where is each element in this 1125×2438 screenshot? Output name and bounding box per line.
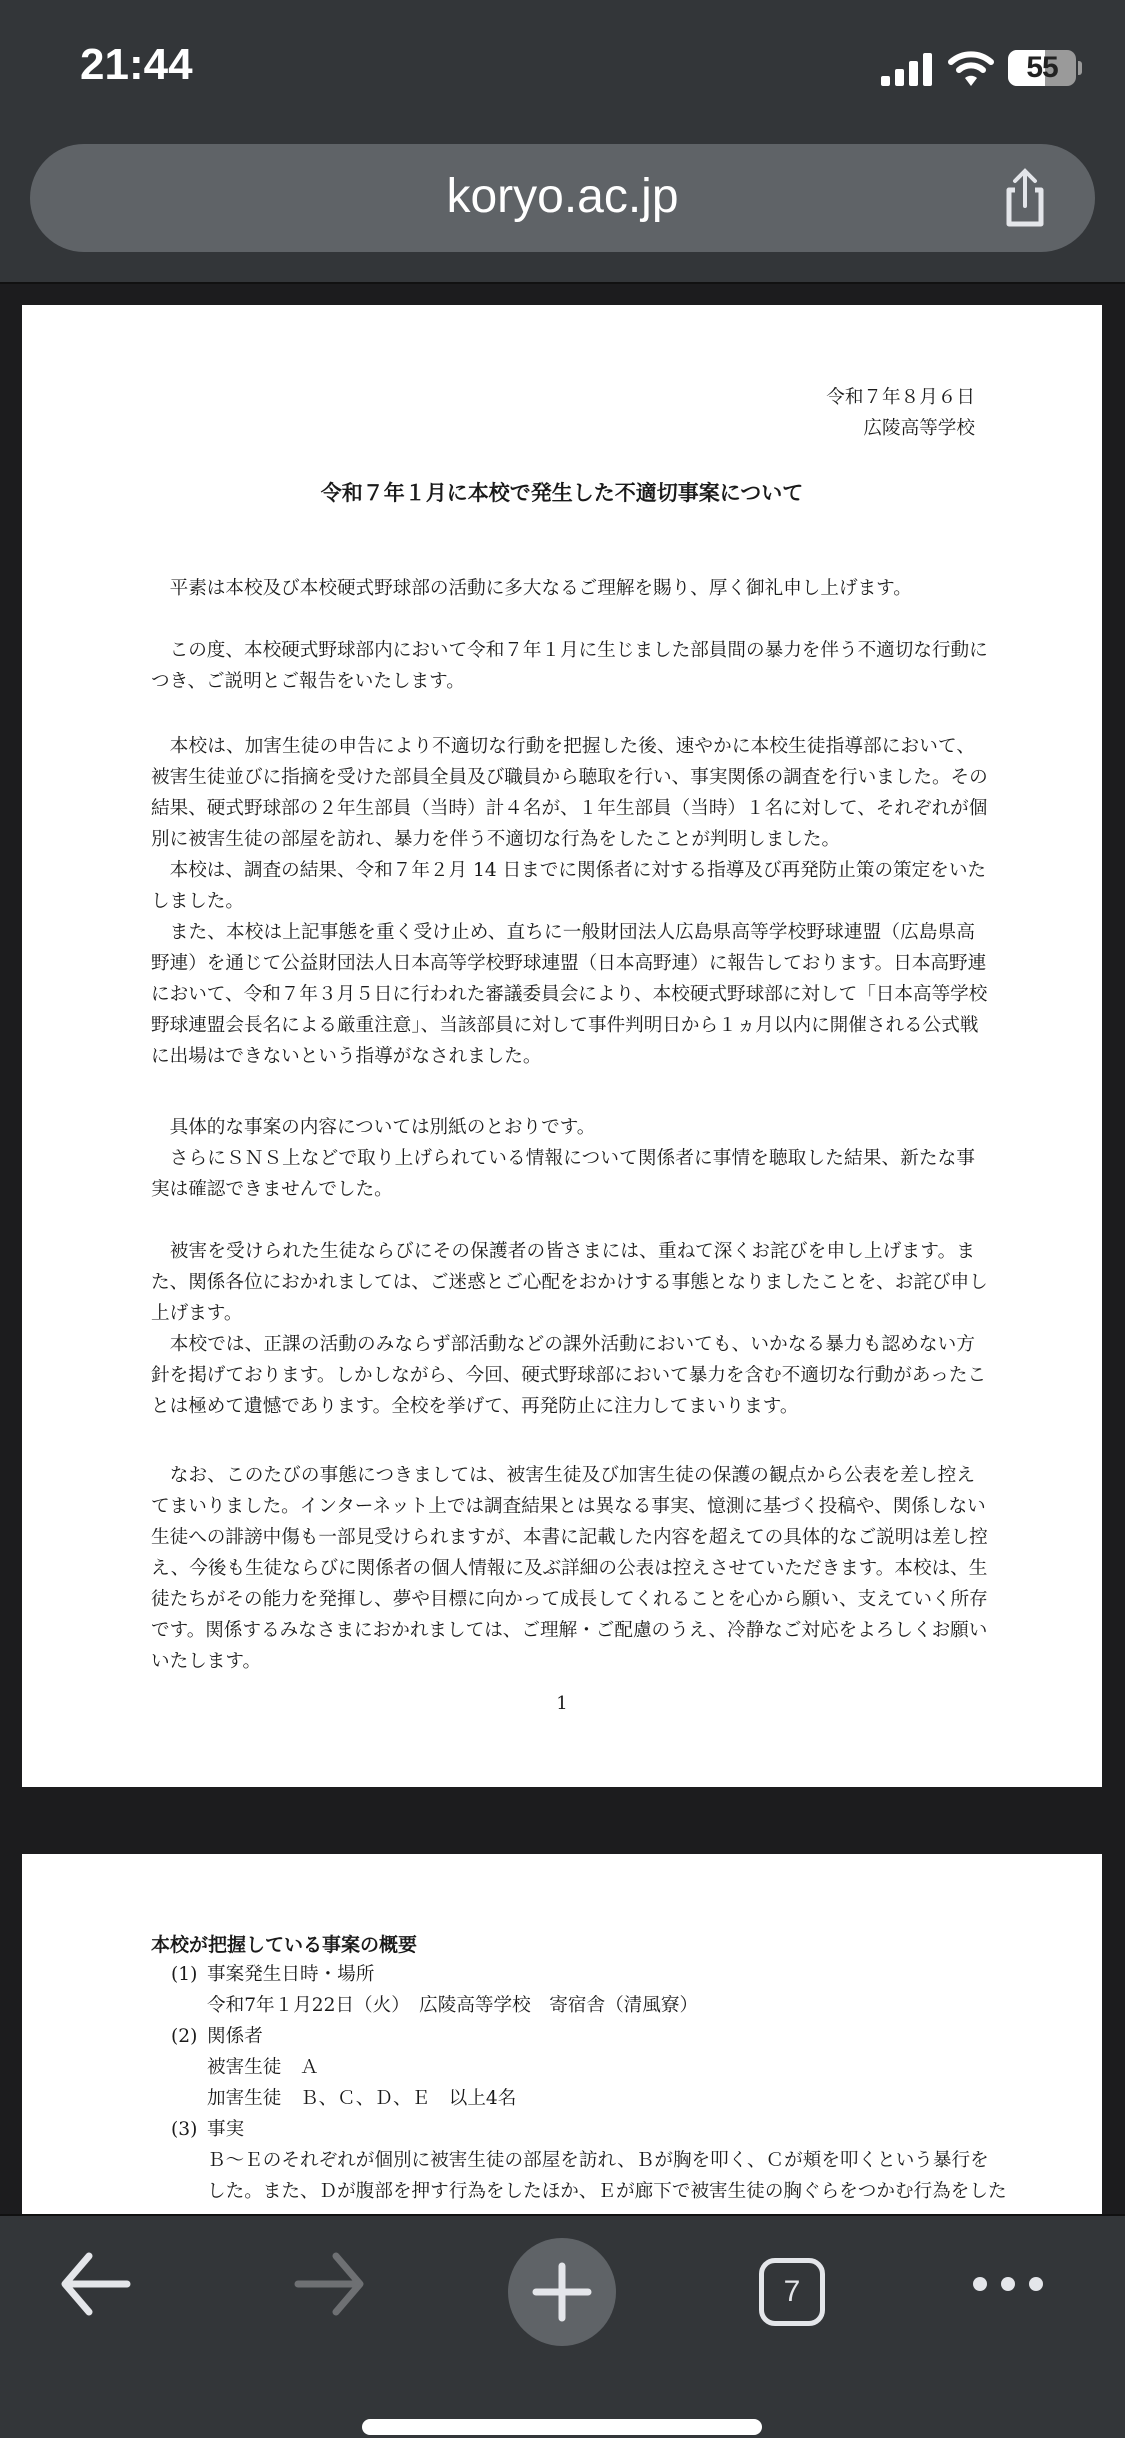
paragraph-line: 野球連盟会長名による厳重注意」、当該部員に対して事件判明日から１ヵ月以内に開催される公式戦 bbox=[151, 1015, 979, 1036]
paragraph-line: 実は確認できませんでした。 bbox=[151, 1179, 393, 1200]
item-detail-line: した。また、Ｄが腹部を押す行為をしたほか、Ｅが廊下で被害生徒の胸ぐらをつかむ行為をした bbox=[207, 2181, 1007, 2202]
paragraph-line: さらにＳＮＳ上などで取り上げられている情報について関係者に事情を聴取した結果、新たな事 bbox=[151, 1148, 975, 1169]
cellular-signal-icon bbox=[881, 52, 935, 86]
paragraph-line: です。関係するみなさまにおかれましては、ご理解・ご配慮のうえ、冷静なご対応をよろしくお願い bbox=[151, 1620, 988, 1641]
paragraph-line: 別に被害生徒の部屋を訪れ、暴力を伴う不適切な行為をしたことが判明しました。 bbox=[151, 829, 841, 850]
item-detail-line: Ｂ～Ｅのそれぞれが個別に被害生徒の部屋を訪れ、Ｂが胸を叩く、Ｃが頬を叩くという暴行を bbox=[207, 2150, 989, 2171]
battery-nub bbox=[1078, 61, 1082, 75]
battery-icon bbox=[1008, 50, 1076, 86]
paragraph-line: 上げます。 bbox=[151, 1303, 243, 1324]
browser-top-bar bbox=[0, 0, 1125, 284]
paragraph-line: 徒たちがその能力を発揮し、夢や目標に向かって成長してくれることを心から願い、支えていく所存 bbox=[151, 1589, 988, 1610]
paragraph-line: なお、このたびの事態につきましては、被害生徒及び加害生徒の保護の観点から公表を差し控え bbox=[151, 1465, 975, 1486]
wifi-icon bbox=[948, 48, 994, 88]
paragraph-line: 生徒への誹謗中傷も一部見受けられますが、本書に記載した内容を超えての具体的なご説明は差し控 bbox=[151, 1527, 988, 1548]
paragraph-line: とは極めて遺憾であります。全校を挙げて、再発防止に注力してまいります。 bbox=[151, 1396, 799, 1417]
item-detail-line: 加害生徒 Ｂ、Ｃ、Ｄ、Ｅ 以上4名 bbox=[207, 2088, 517, 2109]
address-bar[interactable] bbox=[30, 144, 1095, 252]
forward-arrow-icon[interactable] bbox=[290, 2244, 370, 2324]
paragraph-line: しました。 bbox=[151, 891, 244, 912]
paragraph-line: 結果、硬式野球部の２年生部員（当時）計４名が、１年生部員（当時）１名に対して、それぞれが個 bbox=[151, 798, 988, 819]
paragraph-line: において、令和７年３月５日に行われた審議委員会により、本校硬式野球部に対して「日本高等学校 bbox=[151, 984, 988, 1005]
paragraph-line: 本校は、調査の結果、令和７年２月 14 日までに関係者に対する指導及び再発防止策の策定をいた bbox=[151, 860, 987, 881]
home-indicator bbox=[362, 2419, 762, 2435]
item-label: 事案発生日時・場所 bbox=[207, 1964, 375, 1985]
item-label: 関係者 bbox=[207, 2026, 263, 2047]
paragraph-line: 被害を受けられた生徒ならびにその保護者の皆さまには、重ねて深くお詫びを申し上げます。ま bbox=[151, 1241, 975, 1262]
paragraph-line: 平素は本校及び本校硬式野球部の活動に多大なるご理解を賜り、厚く御礼申し上げます。 bbox=[151, 578, 912, 599]
paragraph-line: 具体的な事案の内容については別紙のとおりです。 bbox=[151, 1117, 596, 1138]
url-text[interactable]: koryo.ac.jp bbox=[446, 170, 679, 223]
item-number: (3) bbox=[171, 2119, 198, 2140]
share-icon[interactable] bbox=[995, 168, 1055, 228]
paragraph-line: 被害生徒並びに指摘を受けた部員全員及び職員から聴取を行い、事実関係の調査を行いました。その bbox=[151, 767, 988, 788]
item-detail-line: 令和7年１月22日（火） 広陵高等学校 寄宿舎（清風寮） bbox=[207, 1995, 699, 2016]
more-icon[interactable] bbox=[968, 2244, 1048, 2324]
section-heading: 本校が把握している事案の概要 bbox=[151, 1934, 418, 1956]
paragraph-line: また、本校は上記事態を重く受け止め、直ちに一般財団法人広島県高等学校野球連盟（広島県高 bbox=[151, 922, 975, 943]
paragraph-line: 本校では、正課の活動のみならず部活動などの課外活動においても、いかなる暴力も認めない方 bbox=[151, 1334, 975, 1355]
paragraph-line: 本校は、加害生徒の申告により不適切な行動を把握した後、速やかに本校生徒指導部において、 bbox=[151, 736, 975, 757]
paragraph-line: に出場はできないという指導がなされました。 bbox=[151, 1046, 542, 1067]
item-detail-line: 被害生徒 Ａ bbox=[207, 2057, 319, 2078]
document-title: 令和７年１月に本校で発生した不適切事案について bbox=[320, 480, 804, 505]
school-name: 広陵高等学校 bbox=[863, 418, 975, 439]
status-time: 21:44 bbox=[80, 40, 193, 89]
battery-level: 55 bbox=[1026, 51, 1058, 84]
paragraph-line: 野連）を通じて公益財団法人日本高等学校野球連盟（日本高野連）に報告しております。日本高野連 bbox=[151, 953, 987, 974]
plus-icon bbox=[508, 2238, 616, 2346]
item-number: (1) bbox=[171, 1964, 198, 1985]
document-page-2 bbox=[22, 1854, 1102, 2254]
item-label: 事実 bbox=[207, 2119, 245, 2140]
document-date: 令和７年８月６日 bbox=[826, 387, 975, 408]
paragraph-line: この度、本校硬式野球部内において令和７年１月に生じました部員間の暴力を伴う不適切な行動に bbox=[151, 640, 988, 661]
paragraph-line: た、関係各位におかれましては、ご迷惑とご心配をおかけする事態となりましたことを、お詫び申し bbox=[151, 1272, 988, 1293]
tabs-button[interactable]: 7 bbox=[759, 2258, 825, 2326]
new-tab-button[interactable] bbox=[508, 2238, 616, 2346]
paragraph-line: てまいりました。インターネット上では調査結果とは異なる事実、憶測に基づく投稿や、関係しない bbox=[151, 1496, 986, 1517]
paragraph-line: つき、ご説明とご報告をいたします。 bbox=[151, 671, 465, 692]
item-number: (2) bbox=[171, 2026, 198, 2047]
paragraph-line: え、今後も生徒ならびに関係者の個人情報に及ぶ詳細の公表は控えさせていただきます。本校は、生 bbox=[151, 1558, 988, 1579]
paragraph-line: 針を掲げております。しかしながら、今回、硬式野球部において暴力を含む不適切な行動があったこ bbox=[151, 1365, 987, 1386]
back-arrow-icon[interactable] bbox=[55, 2244, 135, 2324]
browser-bottom-toolbar bbox=[0, 2214, 1125, 2438]
page-number: 1 bbox=[556, 1693, 568, 1714]
paragraph-line: いたします。 bbox=[151, 1651, 262, 1672]
document-page-1 bbox=[22, 305, 1102, 1787]
